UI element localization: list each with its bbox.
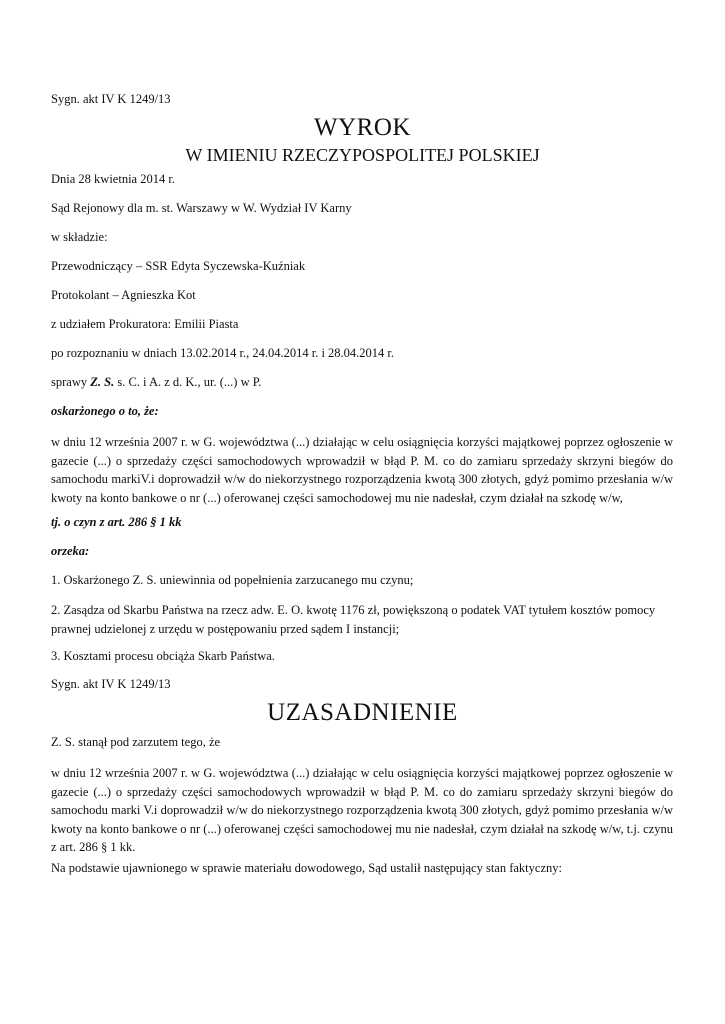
ruling-item-3: 3. Kosztami procesu obciąża Skarb Państwa. [51, 649, 275, 663]
verdict-title: WYROK [314, 114, 411, 141]
hearing-dates: po rozpoznaniu w dniach 13.02.2014 r., 24.04.2014 r. i 28.04.2014 r. [51, 346, 395, 360]
presiding-judge: Przewodniczący – SSR Edyta Syczewska-Kuźniak [51, 259, 306, 273]
case-signature: Sygn. akt IV K 1249/13 [51, 92, 171, 106]
case-signature-2: Sygn. akt IV K 1249/13 [51, 677, 171, 691]
charge-paragraph: w dniu 12 września 2007 r. w G. województwa (...) działając w celu osiągnięcia korzyści majątkowej poprzez ogłoszenie w gazecie (...) o sprzedaży części samochodowych wprowadził w błąd P. M. co do zamiaru sprzedaży skrzyni biegów do samochodu markiV.i doprowadził w/w do niekorzystnego rozporządzenia kwotą 300 złotych, gdyż pomimo przesłania w/w kwoty na konto bankowe o nr (...) oferowanej części samochodowej mu nie nadesłał, czym działał na szkodę w/w, [51, 435, 673, 505]
ruling-item-1: 1. Oskarżonego Z. S. uniewinnia od popełnienia zarzucanego mu czynu; [51, 573, 414, 587]
ruling-item-2: 2. Zasądza od Skarbu Państwa na rzecz adw. E. O. kwotę 1176 zł, powiększoną o podatek VAT tytułem kosztów pomocy prawnej udzielonej z urzędu w postępowaniu przed sądem I instancji; [51, 603, 656, 636]
composition-label: w składzie: [51, 230, 108, 244]
case-parties [51, 375, 261, 390]
verdict-date: Dnia 28 kwietnia 2014 r. [51, 172, 175, 186]
accused-heading: oskarżonego o to, że: [51, 404, 159, 418]
justification-title: UZASADNIENIE [267, 699, 458, 726]
verdict-subtitle: W IMIENIU RZECZYPOSPOLITEJ POLSKIEJ [185, 145, 540, 165]
case-suffix: s. C. i A. z d. K., ur. (...) w P. [114, 375, 262, 389]
justification-charge-paragraph: w dniu 12 września 2007 r. w G. województwa (...) działając w celu osiągnięcia korzyści majątkowej poprzez ogłoszenie w gazecie (...) o sprzedaży części samochodowych wprowadził w błąd P. M. co do zamiaru sprzedaży skrzyni biegów do samochodu marki V.i doprowadził w/w do niekorzystnego rozporządzenia kwotą 300 złotych, gdyż pomimo przesłania w/w kwoty na konto bankowe o nr (...) oferowanej części samochodowej mu nie nadesłał, czym działał na szkodę w/w, t.j. czynu z art. 286 § 1 kk. [51, 766, 673, 854]
ruling-heading: orzeka: [51, 544, 90, 558]
accused-name: Z. S. [90, 375, 115, 389]
court-clerk: Protokolant – Agnieszka Kot [51, 288, 196, 302]
charge-article: tj. o czyn z art. 286 § 1 kk [51, 515, 182, 529]
case-prefix: sprawy [51, 375, 91, 389]
justification-intro: Z. S. stanął pod zarzutem tego, że [51, 735, 221, 749]
facts-intro: Na podstawie ujawnionego w sprawie materiału dowodowego, Sąd ustalił następujący stan faktyczny: [51, 861, 562, 875]
prosecutor: z udziałem Prokuratora: Emilii Piasta [51, 317, 239, 331]
court-name: Sąd Rejonowy dla m. st. Warszawy w W. Wydział IV Karny [51, 201, 352, 215]
